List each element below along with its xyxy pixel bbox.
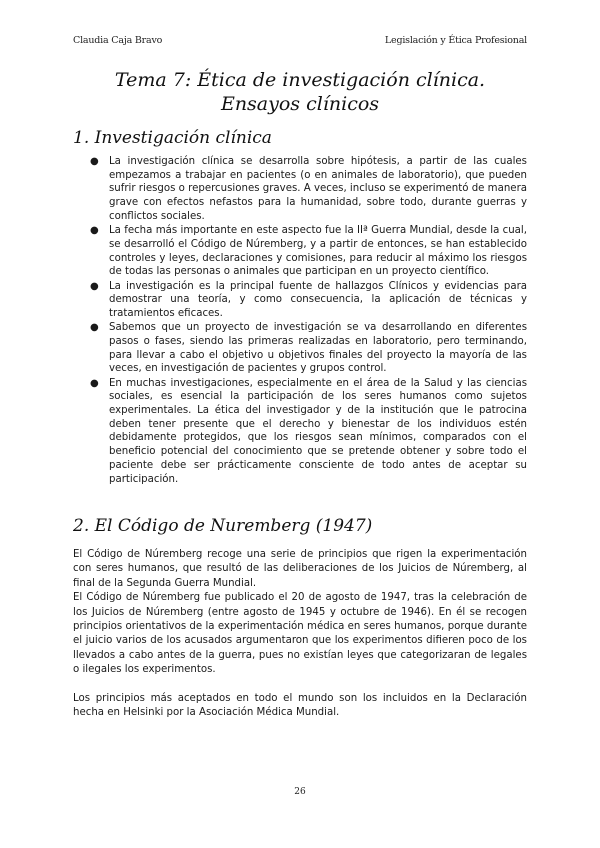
paragraph: Los principios más aceptados en todo el mundo son los incluidos en la Declaración hecha en Helsinki por la Asociación Médica Mundial. (73, 693, 527, 719)
page-title: Tema 7: Ética de investigación clínica. Ensayos clínicos (114, 69, 486, 115)
list-item (90, 280, 527, 321)
paragraph: El Código de Núremberg fue publicado el 20 de agosto de 1947, tras la celebración de los Juicios de Núremberg (entre agosto de 1945 y octubre de 1946). En él se recogen principios orientativos de la experimentación médica en seres humanos, porque durante el juicio varios de los acusados argumentaron que los experimentos difieren poco de los llevados a cabo antes de la guerra, pues no existían leyes que categorizaran de legales o ilegales los experimentos. (73, 592, 527, 676)
section-heading-nuremberg: 2. El Código de Nuremberg (1947) (73, 516, 373, 536)
bullet-list (90, 155, 527, 487)
list-item-text: La fecha más importante en este aspecto fue la IIª Guerra Mundial, desde la cual, se desarrolló el Código de Núremberg, y a partir de entonces, se han establecido controles y leyes, declaraciones y comisiones, para reducir al máximo los riesgos de todas las personas o animales que participan en un proyecto científico. (109, 225, 527, 278)
list-item-text: La investigación clínica se desarrolla sobre hipótesis, a partir de las cuales empezamos a trabajar en pacientes (o en animales de laboratorio), que pueden sufrir riesgos o repercusiones graves. A veces, incluso se experimentó de manera grave con efectos nefastos para la humanidad, sobre todo, durante guerras y conflictos sociales. (109, 156, 527, 222)
bullet-icon: ● (90, 280, 99, 292)
list-item (90, 155, 527, 224)
page-number: 26 (294, 787, 306, 797)
bullet-icon: ● (90, 156, 99, 167)
paragraph: El Código de Núremberg recoge una serie de principios que rigen la experimentación con seres humanos, que resultó de las deliberaciones de los Juicios de Núremberg, al final de la Segunda Guerra Mundial. (73, 549, 527, 589)
header-author: Claudia Caja Bravo (73, 35, 163, 46)
bullet-icon: ● (90, 377, 99, 389)
header-subject: Legislación y Ética Profesional (384, 35, 527, 46)
list-item (90, 224, 527, 279)
list-item-text: La investigación es la principal fuente de hallazgos Clínicos y evidencias para demostrar una teoría, y como consecuencia, la aplicación de técnicas y tratamientos eficaces. (109, 280, 527, 319)
bullet-icon: ● (90, 225, 99, 237)
section-body (73, 548, 527, 721)
list-item-text: Sabemos que un proyecto de investigación se va desarrollando en diferentes pasos o fases, siendo las primeras realizadas en laboratorio, pero terminando, para llevar a cabo el objetivo u objetivos finales del proyecto la mayoría de las veces, en investigación de pacientes y grupos control. (109, 322, 527, 375)
list-item (90, 321, 527, 376)
section-heading-investigacion: 1. Investigación clínica (73, 128, 272, 148)
list-item-text: En muchas investigaciones, especialmente en el área de la Salud y las ciencias sociales, es esencial la participación de los seres humanos como sujetos experimentales. La ética del investigador y de la institución que le patrocina deben tener presente que el derecho y bienestar de los individuos estén debidamente protegidos, que los riesgos sean mínimos, comparados con el beneficio potencial del conocimiento que se pretende obtener y sobre todo el paciente debe ser prácticamente consciente de todo antes de aceptar su participación. (109, 377, 527, 485)
list-item (90, 377, 527, 487)
bullet-icon: ● (90, 322, 99, 334)
